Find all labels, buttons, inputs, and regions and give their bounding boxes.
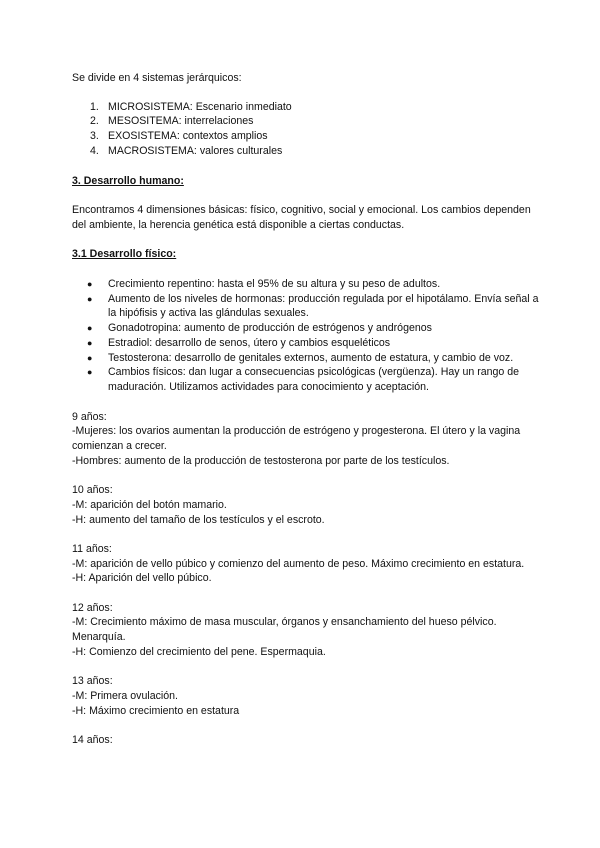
list-item	[72, 114, 540, 129]
bullet-icon: ●	[87, 293, 93, 304]
age-label: 11 años:	[72, 542, 112, 555]
age-block-9	[72, 410, 540, 469]
list-item	[72, 144, 540, 159]
list-text: Testosterona: desarrollo de genitales externos, aumento de estatura, y cambio de voz.	[108, 351, 514, 364]
list-text: Cambios físicos: dan lugar a consecuencias psicológicas (vergüenza). Hay un rango de maduración. Utilizamos actividades para conocimiento y aceptación.	[108, 366, 520, 393]
intro-text: Se divide en 4 sistemas jerárquicos:	[72, 72, 242, 84]
bullet-icon: ●	[87, 279, 93, 290]
list-item	[72, 100, 540, 115]
bullet-icon: ●	[87, 367, 93, 378]
list-text: Crecimiento repentino: hasta el 95% de su altura y su peso de adultos.	[108, 278, 441, 291]
systems-list	[72, 100, 540, 159]
age-line: -Hombres: aumento de la producción de testosterona por parte de los testículos.	[72, 454, 450, 467]
age-label: 10 años:	[72, 484, 113, 497]
list-text: MACROSISTEMA: valores culturales	[108, 144, 283, 157]
age-block-11	[72, 542, 540, 586]
document-body	[72, 71, 540, 762]
age-line: -H: Máximo crecimiento en estatura	[72, 704, 240, 717]
age-block-13	[72, 674, 540, 718]
list-text: EXOSISTEMA: contextos amplios	[108, 130, 268, 143]
list-number: 1.	[90, 100, 99, 113]
list-text: Aumento de los niveles de hormonas: producción regulada por el hipotálamo. Envía señal a la hipófisis y activa las glándulas sexuales.	[108, 292, 539, 320]
age-block-10	[72, 483, 540, 527]
list-text: MICROSISTEMA: Escenario inmediato	[108, 100, 292, 113]
section-heading-desarrollo-humano: 3. Desarrollo humano:	[72, 174, 184, 187]
list-number: 3.	[90, 130, 99, 143]
age-line: -M: Crecimiento máximo de masa muscular, órganos y ensanchamiento del hueso pélvico. Menarquía.	[72, 616, 497, 644]
age-line: -H: Aparición del vello púbico.	[72, 572, 212, 585]
age-label: 12 años:	[72, 601, 113, 614]
list-item	[72, 321, 540, 336]
age-line: -H: aumento del tamaño de los testículos y el escroto.	[72, 513, 325, 526]
age-line: -H: Comienzo del crecimiento del pene. Espermaquia.	[72, 645, 326, 658]
age-line: -M: aparición del botón mamario.	[72, 498, 227, 511]
age-label: 13 años:	[72, 675, 113, 688]
section-heading-desarrollo-fisico: 3.1 Desarrollo físico:	[72, 248, 177, 261]
list-item	[72, 365, 540, 394]
physical-development-list	[72, 277, 540, 395]
age-line: -M: aparición de vello púbico y comienzo del aumento de peso. Máximo crecimiento en estatura.	[72, 557, 525, 570]
age-block-12	[72, 601, 540, 660]
list-item	[72, 336, 540, 351]
list-item	[72, 351, 540, 366]
age-block-14	[72, 733, 540, 748]
age-line: -M: Primera ovulación.	[72, 689, 178, 702]
list-number: 2.	[90, 115, 99, 128]
age-label: 14 años:	[72, 734, 113, 747]
bullet-icon: ●	[87, 352, 93, 363]
age-label: 9 años:	[72, 410, 107, 423]
section-paragraph: Encontramos 4 dimensiones básicas: físico, cognitivo, social y emocional. Los cambios dependen del ambiente, la herencia genética está disponible a ciertas conductas.	[72, 204, 531, 231]
list-number: 4.	[90, 144, 99, 157]
list-text: Estradiol: desarrollo de senos, útero y cambios esqueléticos	[108, 336, 391, 349]
list-item	[72, 292, 540, 321]
age-line: -Mujeres: los ovarios aumentan la producción de estrógeno y progesterona. El útero y la vagina comienzan a crecer.	[72, 425, 521, 453]
bullet-icon: ●	[87, 337, 93, 348]
list-item	[72, 277, 540, 292]
list-text: MESOSITEMA: interrelaciones	[108, 115, 254, 128]
list-text: Gonadotropina: aumento de producción de estrógenos y andrógenos	[108, 322, 432, 335]
list-item	[72, 129, 540, 144]
bullet-icon: ●	[87, 323, 93, 334]
